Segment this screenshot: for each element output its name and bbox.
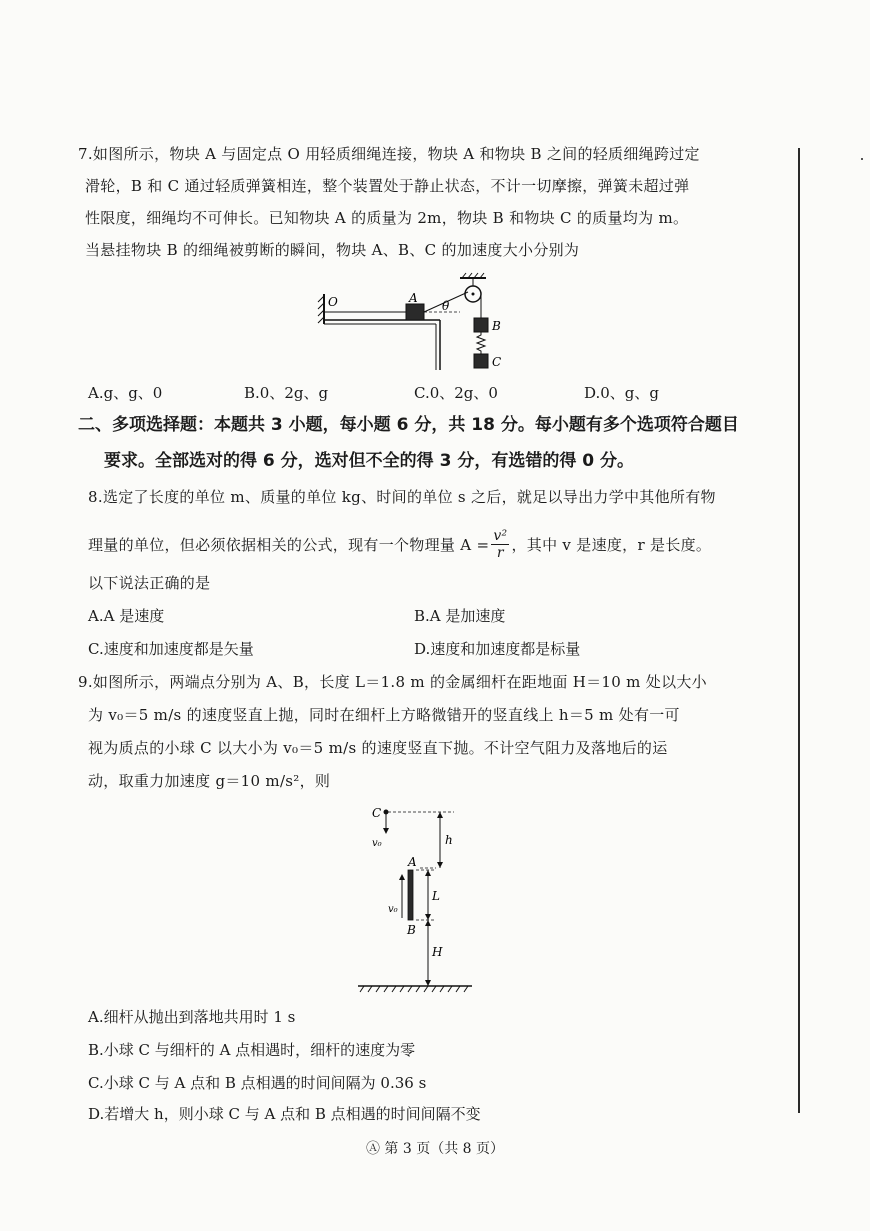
- q9-label-L: L: [432, 889, 440, 903]
- q8-option-d: D.速度和加速度都是标量: [414, 640, 581, 658]
- q9-line-1: 9.如图所示，两端点分别为 A、B，长度 L＝1.8 m 的金属细杆在距地面 H＝10 m 处以大小: [78, 673, 707, 691]
- q9-figure: [350, 800, 480, 996]
- q7-line-2: 滑轮，B 和 C 通过轻质弹簧相连，整个装置处于静止状态，不计一切摩擦，弹簧未超过弹: [85, 177, 690, 195]
- q8-line-2-after: ，其中 v 是速度，r 是长度。: [511, 535, 712, 554]
- q8-option-b: B.A 是加速度: [414, 607, 506, 625]
- q8-line-1: 8.选定了长度的单位 m、质量的单位 kg、时间的单位 s 之后，就足以导出力学中其他所有物: [88, 488, 716, 506]
- q7-label-A: A: [409, 291, 418, 305]
- page-footer: Ⓐ 第 3 页（共 8 页）: [365, 1141, 505, 1157]
- q9-label-h: h: [445, 833, 453, 847]
- q9-label-C: C: [372, 806, 382, 820]
- q9-label-B: B: [407, 923, 416, 937]
- margin-rule: [798, 148, 800, 1113]
- q9-option-d: D.若增大 h，则小球 C 与 A 点和 B 点相遇的时间间隔不变: [88, 1105, 481, 1123]
- q9-line-4: 动，取重力加速度 g＝10 m/s²，则: [88, 772, 331, 790]
- section-2-heading-line-2: 要求。全部选对的得 6 分，选对但不全的得 3 分，有选错的得 0 分。: [104, 451, 634, 471]
- speck: [861, 158, 863, 160]
- q7-label-C: C: [492, 355, 502, 369]
- q9-line-3: 视为质点的小球 C 以大小为 v₀＝5 m/s 的速度竖直下抛。不计空气阻力及落地后的运: [88, 739, 668, 757]
- q9-label-v0-rod: v₀: [388, 904, 398, 915]
- q7-label-O: O: [328, 295, 338, 309]
- q8-option-c: C.速度和加速度都是矢量: [88, 640, 254, 658]
- q7-line-1: 7.如图所示，物块 A 与固定点 O 用轻质细绳连接，物块 A 和物块 B 之间的轻质细绳跨过定: [78, 145, 700, 163]
- q8-formula-numerator: v²: [493, 528, 508, 544]
- q7-label-theta: θ: [442, 299, 450, 313]
- q8-line-2: [88, 528, 711, 561]
- q7-label-B: B: [492, 319, 501, 333]
- q7-option-a: A.g、g、0: [88, 384, 163, 402]
- q9-option-b: B.小球 C 与细杆的 A 点相遇时，细杆的速度为零: [88, 1041, 416, 1059]
- q8-option-a: A.A 是速度: [88, 607, 165, 625]
- q7-option-b: B.0、2g、g: [244, 384, 329, 402]
- q9-label-v0-top: v₀: [372, 838, 382, 849]
- q7-option-d: D.0、g、g: [584, 384, 660, 402]
- q7-line-4: 当悬挂物块 B 的细绳被剪断的瞬间，物块 A、B、C 的加速度大小分别为: [85, 241, 580, 259]
- q8-line-3: 以下说法正确的是: [88, 574, 211, 592]
- q9-label-A: A: [408, 855, 417, 869]
- q7-figure: [310, 272, 530, 372]
- q9-line-2: 为 v₀＝5 m/s 的速度竖直上抛，同时在细杆上方略微错开的竖直线上 h＝5 m 处有一可: [88, 706, 680, 724]
- section-2-heading-line-1: 二、多项选择题：本题共 3 小题，每小题 6 分，共 18 分。每小题有多个选项符合题目: [78, 415, 739, 435]
- q7-option-c: C.0、2g、0: [414, 384, 498, 402]
- q8-formula-denominator: r: [496, 545, 504, 561]
- q8-line-2-before: 理量的单位，但必须依据相关的公式，现有一个物理量 A =: [88, 535, 490, 554]
- q9-label-H: H: [432, 945, 443, 959]
- q8-formula: [491, 528, 509, 561]
- q9-option-a: A.细杆从抛出到落地共用时 1 s: [88, 1008, 296, 1026]
- q7-line-3: 性限度，细绳均不可伸长。已知物块 A 的质量为 2m，物块 B 和物块 C 的质量均为 m。: [85, 209, 689, 227]
- q9-option-c: C.小球 C 与 A 点和 B 点相遇的时间间隔为 0.36 s: [88, 1074, 427, 1092]
